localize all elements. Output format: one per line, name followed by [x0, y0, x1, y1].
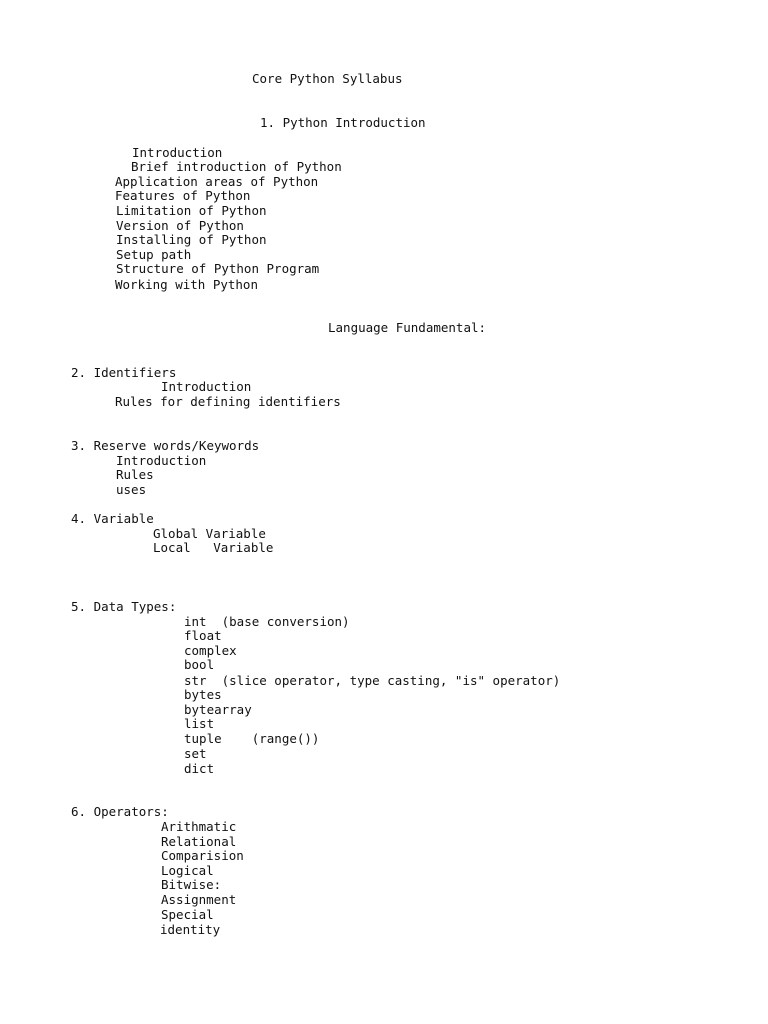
list-item: list	[184, 716, 215, 731]
list-item: identity	[160, 922, 221, 937]
list-item: bool	[184, 657, 215, 672]
section-heading-identifiers: 2. Identifiers	[71, 365, 177, 380]
list-item: Logical	[161, 863, 214, 878]
list-item: Setup path	[116, 247, 192, 262]
list-item: str (slice operator, type casting, "is" operator)	[184, 673, 561, 688]
section-heading-python-introduction: 1. Python Introduction	[260, 115, 426, 130]
list-item: Features of Python	[115, 188, 251, 203]
list-item: Bitwise:	[161, 877, 222, 892]
list-item: Rules for defining identifiers	[115, 394, 341, 409]
section-heading-language-fundamental: Language Fundamental:	[328, 320, 487, 335]
list-item: Working with Python	[115, 277, 258, 292]
list-item: complex	[184, 643, 237, 658]
list-item: Assignment	[161, 892, 237, 907]
list-item: Relational	[161, 834, 237, 849]
list-item: bytes	[184, 687, 222, 702]
list-item: Brief introduction of Python	[131, 159, 342, 174]
section-heading-variable: 4. Variable	[71, 511, 154, 526]
list-item: Local Variable	[153, 540, 274, 555]
list-item: Version of Python	[116, 218, 244, 233]
list-item: Introduction	[161, 379, 252, 394]
list-item: Comparision	[161, 848, 244, 863]
list-item: Arithmatic	[161, 819, 237, 834]
list-item: int (base conversion)	[184, 614, 350, 629]
list-item: float	[184, 628, 222, 643]
list-item: Special	[161, 907, 214, 922]
list-item: Introduction	[116, 453, 207, 468]
list-item: bytearray	[184, 702, 252, 717]
section-heading-keywords: 3. Reserve words/Keywords	[71, 438, 260, 453]
list-item: set	[184, 746, 207, 761]
list-item: Introduction	[132, 145, 223, 160]
list-item: uses	[116, 482, 147, 497]
section-heading-data-types: 5. Data Types:	[71, 599, 177, 614]
page-title: Core Python Syllabus	[252, 71, 403, 86]
list-item: Rules	[116, 467, 154, 482]
list-item: Limitation of Python	[116, 203, 267, 218]
list-item: Installing of Python	[116, 232, 267, 247]
list-item: Application areas of Python	[115, 174, 319, 189]
list-item: Global Variable	[153, 526, 266, 541]
section-heading-operators: 6. Operators:	[71, 804, 169, 819]
list-item: Structure of Python Program	[116, 261, 320, 276]
list-item: tuple (range())	[184, 731, 320, 746]
list-item: dict	[184, 761, 215, 776]
